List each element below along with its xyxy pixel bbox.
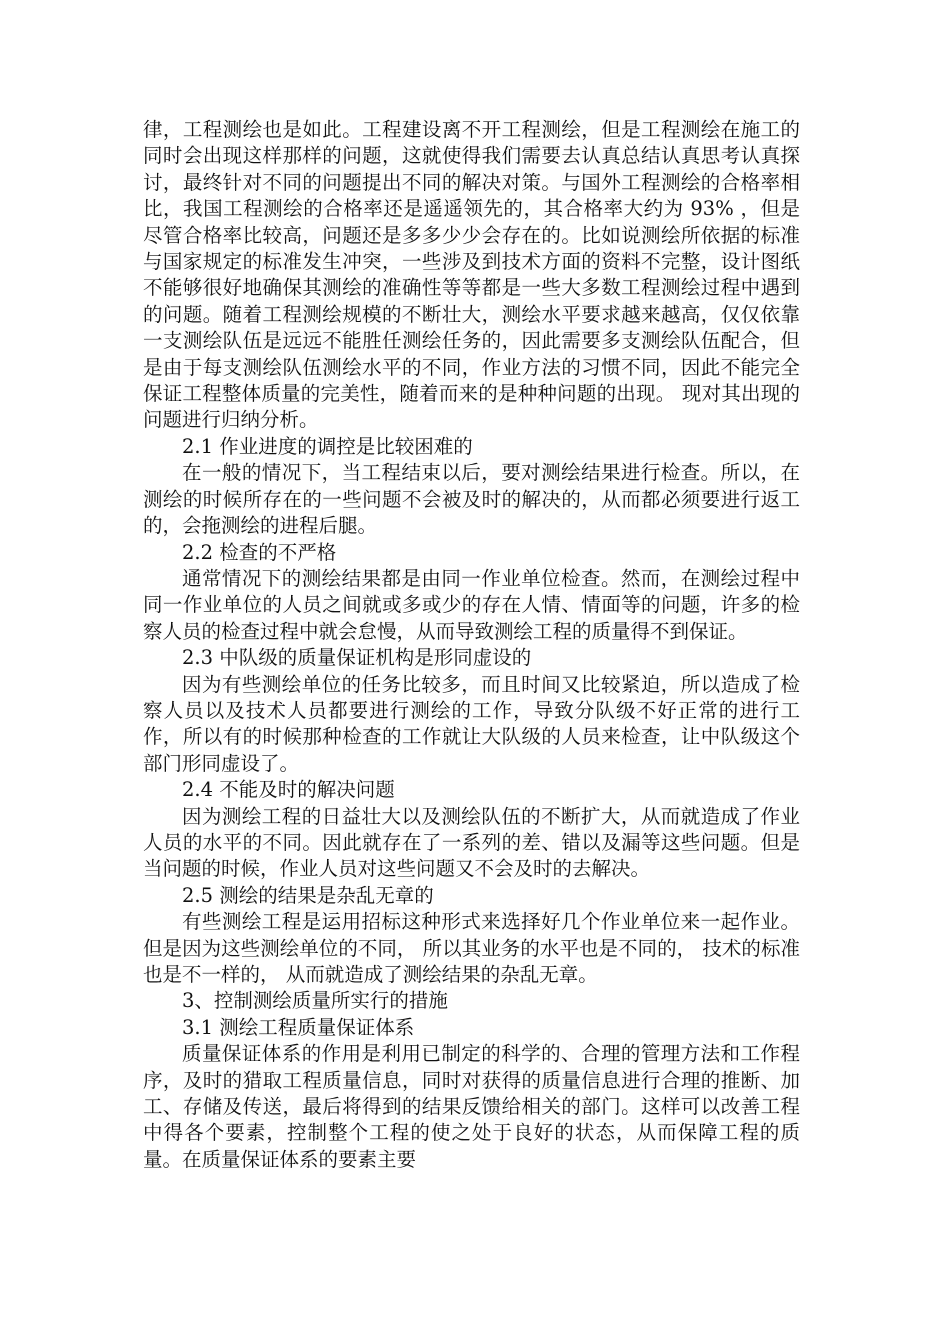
body-paragraph: 因为有些测绘单位的任务比较多，而且时间又比较紧迫，所以造成了检察人员以及技术人员都要进行测绘的工作，导致分队级不好正常的进行工作，所以有的时候那种检查的工作就让大队级的人员来检查，让中队级这个部门形同虚设了。 [143, 672, 800, 775]
section-heading-2-3: 2.3 中队级的质量保证机构是形同虚设的 [182, 646, 532, 670]
section-heading-3: 3、控制测绘质量所实行的措施 [182, 989, 448, 1013]
section-heading-3-1: 3.1 测绘工程质量保证体系 [182, 1015, 415, 1039]
body-paragraph: 质量保证体系的作用是利用已制定的科学的、合理的管理方法和工作程序，及时的猎取工程质量信息，同时对获得的质量信息进行合理的推断、加工、存储及传送，最后将得到的结果反馈给相关的部门。这样可以改善工程中得各个要素，控制整个工程的使之处于良好的状态，从而保障工程的质量。在质量保证体系的要素主要 [143, 1042, 800, 1171]
body-paragraph: 通常情况下的测绘结果都是由同一作业单位检查。然而，在测绘过程中同一作业单位的人员之间就或多或少的存在人情、情面等的问题，许多的检察人员的检查过程中就会怠慢，从而导致测绘工程的质量得不到保证。 [143, 566, 800, 643]
section-heading-2-4: 2.4 不能及时的解决问题 [182, 778, 395, 802]
section-heading-2-2: 2.2 检查的不严格 [182, 540, 337, 564]
body-paragraph: 因为测绘工程的日益壮大以及测绘队伍的不断扩大，从而就造成了作业人员的水平的不同。因此就存在了一系列的差、错以及漏等这些问题。但是当问题的时候，作业人员对这些问题又不会及时的去解决。 [143, 804, 800, 881]
body-paragraph: 有些测绘工程是运用招标这种形式来选择好几个作业单位来一起作业。 但是因为这些测绘单位的不同， 所以其业务的水平也是不同的， 技术的标准也是不一样的， 从而就造成了测绘结果的杂乱无章。 [143, 910, 800, 986]
body-paragraph: 律，工程测绘也是如此。工程建设离不开工程测绘，但是工程测绘在施工的同时会出现这样那样的问题，这就使得我们需要去认真总结认真思考认真探讨，最终针对不同的问题提出不同的解决对策。与国外工程测绘的合格率相比，我国工程测绘的合格率还是遥遥领先的，其合格率大约为 93% ，但是尽管合格率比较高，问题还是多多少少会存在的。比如说测绘所依据的标准与国家规定的标准发生冲突，一些涉及到技术方面的资料不完整，设计图纸不能够很好地确保其测绘的准确性等等都是一些大多数工程测绘过程中遇到的问题。随着工程测绘规模的不断壮大，测绘水平要求越来越高，仅仅依靠一支测绘队伍是远远不能胜任测绘任务的，因此需要多支测绘队伍配合，但是由于每支测绘队伍测绘水平的不同，作业方法的习惯不同，因此不能完全保证工程整体质量的完美性，随着而来的是种种问题的出现。 现对其出现的问题进行归纳分析。 [143, 118, 800, 432]
section-heading-2-5: 2.5 测绘的结果是杂乱无章的 [182, 883, 434, 907]
document-page [143, 117, 800, 1173]
section-heading-2-1: 2.1 作业进度的调控是比较困难的 [182, 434, 473, 458]
body-paragraph: 在一般的情况下，当工程结束以后，要对测绘结果进行检查。所以，在测绘的时候所存在的一些问题不会被及时的解决的，从而都必须要进行返工的，会拖测绘的进程后腿。 [143, 461, 800, 538]
